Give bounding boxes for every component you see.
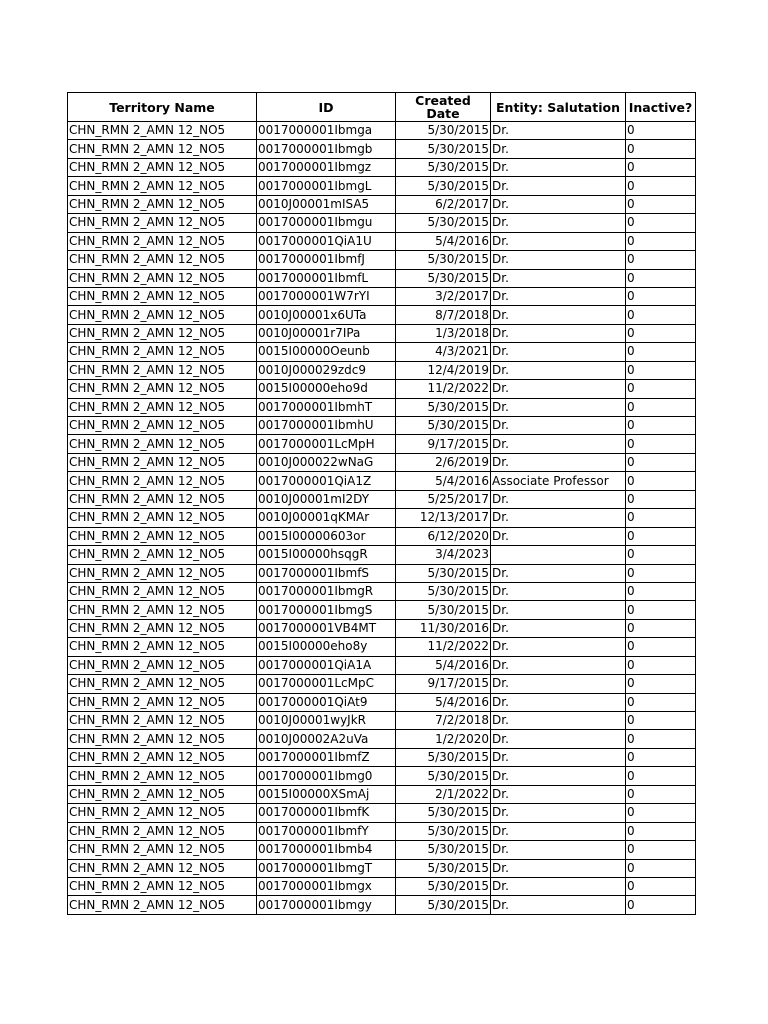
cell-created-date: 7/2/2018 [396, 712, 491, 730]
cell-entity-salutation: Dr. [491, 804, 626, 822]
cell-created-date: 1/2/2020 [396, 730, 491, 748]
cell-id: 0015I00000eho8y [257, 638, 396, 656]
cell-territory-name: CHN_RMN 2_AMN 12_NO5 [68, 804, 257, 822]
cell-territory-name: CHN_RMN 2_AMN 12_NO5 [68, 582, 257, 600]
cell-territory-name: CHN_RMN 2_AMN 12_NO5 [68, 675, 257, 693]
cell-id: 0017000001Ibmgx [257, 877, 396, 895]
cell-created-date: 5/30/2015 [396, 601, 491, 619]
cell-created-date: 11/2/2022 [396, 380, 491, 398]
cell-id: 0015I00000eho9d [257, 380, 396, 398]
column-header-inactive: Inactive? [626, 93, 696, 122]
cell-territory-name: CHN_RMN 2_AMN 12_NO5 [68, 158, 257, 176]
cell-inactive: 0 [626, 417, 696, 435]
cell-inactive: 0 [626, 269, 696, 287]
cell-territory-name: CHN_RMN 2_AMN 12_NO5 [68, 343, 257, 361]
cell-territory-name: CHN_RMN 2_AMN 12_NO5 [68, 601, 257, 619]
cell-id: 0010J00001qKMAr [257, 509, 396, 527]
cell-inactive: 0 [626, 675, 696, 693]
table-row [68, 453, 696, 471]
table-row [68, 214, 696, 232]
cell-inactive: 0 [626, 251, 696, 269]
table-row [68, 785, 696, 803]
cell-territory-name: CHN_RMN 2_AMN 12_NO5 [68, 877, 257, 895]
cell-entity-salutation: Dr. [491, 822, 626, 840]
cell-territory-name: CHN_RMN 2_AMN 12_NO5 [68, 785, 257, 803]
cell-inactive: 0 [626, 656, 696, 674]
cell-territory-name: CHN_RMN 2_AMN 12_NO5 [68, 564, 257, 582]
cell-inactive: 0 [626, 841, 696, 859]
table-row [68, 435, 696, 453]
table-row [68, 324, 696, 342]
header-row [68, 93, 696, 122]
cell-id: 0017000001IbmhU [257, 417, 396, 435]
cell-entity-salutation: Dr. [491, 582, 626, 600]
cell-territory-name: CHN_RMN 2_AMN 12_NO5 [68, 656, 257, 674]
cell-created-date: 5/30/2015 [396, 582, 491, 600]
cell-entity-salutation: Dr. [491, 251, 626, 269]
cell-territory-name: CHN_RMN 2_AMN 12_NO5 [68, 748, 257, 766]
cell-inactive: 0 [626, 896, 696, 914]
cell-entity-salutation: Dr. [491, 158, 626, 176]
cell-inactive: 0 [626, 546, 696, 564]
column-header-created-date: Created Date [396, 93, 491, 122]
table-row [68, 287, 696, 305]
table-row [68, 546, 696, 564]
table-row [68, 675, 696, 693]
cell-id: 0017000001QiA1A [257, 656, 396, 674]
cell-inactive: 0 [626, 232, 696, 250]
cell-inactive: 0 [626, 472, 696, 490]
cell-inactive: 0 [626, 324, 696, 342]
cell-created-date: 5/30/2015 [396, 767, 491, 785]
cell-entity-salutation: Dr. [491, 859, 626, 877]
cell-territory-name: CHN_RMN 2_AMN 12_NO5 [68, 324, 257, 342]
cell-entity-salutation: Dr. [491, 214, 626, 232]
table-row [68, 195, 696, 213]
cell-territory-name: CHN_RMN 2_AMN 12_NO5 [68, 306, 257, 324]
cell-entity-salutation: Dr. [491, 490, 626, 508]
cell-territory-name: CHN_RMN 2_AMN 12_NO5 [68, 822, 257, 840]
cell-entity-salutation: Dr. [491, 785, 626, 803]
table-row [68, 343, 696, 361]
cell-created-date: 12/13/2017 [396, 509, 491, 527]
cell-id: 0017000001LcMpH [257, 435, 396, 453]
cell-entity-salutation: Dr. [491, 601, 626, 619]
cell-entity-salutation: Dr. [491, 324, 626, 342]
cell-inactive: 0 [626, 306, 696, 324]
table-row [68, 177, 696, 195]
cell-territory-name: CHN_RMN 2_AMN 12_NO5 [68, 490, 257, 508]
cell-created-date: 1/3/2018 [396, 324, 491, 342]
cell-inactive: 0 [626, 877, 696, 895]
cell-id: 0017000001LcMpC [257, 675, 396, 693]
table-row [68, 417, 696, 435]
cell-entity-salutation: Dr. [491, 195, 626, 213]
table-row [68, 693, 696, 711]
cell-inactive: 0 [626, 693, 696, 711]
cell-territory-name: CHN_RMN 2_AMN 12_NO5 [68, 287, 257, 305]
cell-entity-salutation: Dr. [491, 693, 626, 711]
cell-entity-salutation: Dr. [491, 638, 626, 656]
cell-entity-salutation [491, 546, 626, 564]
column-header-id: ID [257, 93, 396, 122]
table-row [68, 251, 696, 269]
cell-entity-salutation: Dr. [491, 232, 626, 250]
cell-inactive: 0 [626, 730, 696, 748]
cell-territory-name: CHN_RMN 2_AMN 12_NO5 [68, 453, 257, 471]
cell-inactive: 0 [626, 453, 696, 471]
cell-territory-name: CHN_RMN 2_AMN 12_NO5 [68, 232, 257, 250]
cell-inactive: 0 [626, 822, 696, 840]
cell-inactive: 0 [626, 158, 696, 176]
table-row [68, 140, 696, 158]
cell-entity-salutation: Dr. [491, 140, 626, 158]
cell-entity-salutation: Dr. [491, 306, 626, 324]
cell-entity-salutation: Dr. [491, 896, 626, 914]
cell-entity-salutation: Dr. [491, 398, 626, 416]
cell-created-date: 5/30/2015 [396, 822, 491, 840]
cell-id: 0017000001IbmfZ [257, 748, 396, 766]
cell-territory-name: CHN_RMN 2_AMN 12_NO5 [68, 398, 257, 416]
cell-inactive: 0 [626, 859, 696, 877]
cell-created-date: 5/4/2016 [396, 656, 491, 674]
cell-entity-salutation: Dr. [491, 343, 626, 361]
cell-inactive: 0 [626, 509, 696, 527]
cell-territory-name: CHN_RMN 2_AMN 12_NO5 [68, 472, 257, 490]
cell-created-date: 3/2/2017 [396, 287, 491, 305]
cell-id: 0015I00000XSmAj [257, 785, 396, 803]
cell-inactive: 0 [626, 140, 696, 158]
cell-territory-name: CHN_RMN 2_AMN 12_NO5 [68, 269, 257, 287]
cell-entity-salutation: Dr. [491, 619, 626, 637]
cell-territory-name: CHN_RMN 2_AMN 12_NO5 [68, 896, 257, 914]
table-row [68, 638, 696, 656]
table-row [68, 619, 696, 637]
cell-territory-name: CHN_RMN 2_AMN 12_NO5 [68, 638, 257, 656]
cell-entity-salutation: Dr. [491, 269, 626, 287]
cell-created-date: 12/4/2019 [396, 361, 491, 379]
table-row [68, 398, 696, 416]
table-row [68, 877, 696, 895]
cell-territory-name: CHN_RMN 2_AMN 12_NO5 [68, 859, 257, 877]
cell-id: 0017000001Ibmgy [257, 896, 396, 914]
table-row [68, 601, 696, 619]
cell-id: 0010J00001mISA5 [257, 195, 396, 213]
cell-created-date: 5/30/2015 [396, 140, 491, 158]
cell-entity-salutation: Dr. [491, 564, 626, 582]
cell-entity-salutation: Dr. [491, 712, 626, 730]
cell-created-date: 5/30/2015 [396, 214, 491, 232]
table-row [68, 509, 696, 527]
table-row [68, 527, 696, 545]
table-row [68, 730, 696, 748]
cell-territory-name: CHN_RMN 2_AMN 12_NO5 [68, 712, 257, 730]
cell-id: 0017000001W7rYI [257, 287, 396, 305]
cell-created-date: 5/30/2015 [396, 269, 491, 287]
table-row [68, 380, 696, 398]
table-row [68, 804, 696, 822]
cell-id: 0017000001Ibmgu [257, 214, 396, 232]
cell-created-date: 11/30/2016 [396, 619, 491, 637]
cell-entity-salutation: Dr. [491, 177, 626, 195]
cell-territory-name: CHN_RMN 2_AMN 12_NO5 [68, 435, 257, 453]
cell-inactive: 0 [626, 398, 696, 416]
cell-entity-salutation: Dr. [491, 730, 626, 748]
cell-created-date: 9/17/2015 [396, 435, 491, 453]
cell-territory-name: CHN_RMN 2_AMN 12_NO5 [68, 730, 257, 748]
table-row [68, 822, 696, 840]
cell-inactive: 0 [626, 601, 696, 619]
cell-created-date: 5/30/2015 [396, 122, 491, 140]
cell-inactive: 0 [626, 435, 696, 453]
cell-inactive: 0 [626, 343, 696, 361]
table-row [68, 859, 696, 877]
cell-id: 0010J00002A2uVa [257, 730, 396, 748]
cell-id: 0017000001IbmgS [257, 601, 396, 619]
cell-id: 0017000001VB4MT [257, 619, 396, 637]
cell-created-date: 5/30/2015 [396, 398, 491, 416]
cell-territory-name: CHN_RMN 2_AMN 12_NO5 [68, 140, 257, 158]
cell-created-date: 5/4/2016 [396, 232, 491, 250]
column-header-entity-salutation: Entity: Salutation [491, 93, 626, 122]
cell-entity-salutation: Dr. [491, 509, 626, 527]
table-row [68, 896, 696, 914]
cell-inactive: 0 [626, 380, 696, 398]
cell-created-date: 2/6/2019 [396, 453, 491, 471]
cell-id: 0017000001QiA1U [257, 232, 396, 250]
cell-inactive: 0 [626, 619, 696, 637]
cell-entity-salutation: Dr. [491, 656, 626, 674]
cell-territory-name: CHN_RMN 2_AMN 12_NO5 [68, 195, 257, 213]
table-row [68, 269, 696, 287]
cell-created-date: 5/30/2015 [396, 841, 491, 859]
table-row [68, 712, 696, 730]
cell-entity-salutation: Dr. [491, 877, 626, 895]
table-row [68, 361, 696, 379]
cell-territory-name: CHN_RMN 2_AMN 12_NO5 [68, 177, 257, 195]
table-row [68, 767, 696, 785]
cell-territory-name: CHN_RMN 2_AMN 12_NO5 [68, 546, 257, 564]
cell-inactive: 0 [626, 804, 696, 822]
cell-created-date: 5/4/2016 [396, 693, 491, 711]
table-row [68, 232, 696, 250]
cell-entity-salutation: Dr. [491, 417, 626, 435]
table-row [68, 490, 696, 508]
cell-territory-name: CHN_RMN 2_AMN 12_NO5 [68, 619, 257, 637]
cell-inactive: 0 [626, 361, 696, 379]
table-row [68, 582, 696, 600]
cell-territory-name: CHN_RMN 2_AMN 12_NO5 [68, 214, 257, 232]
cell-created-date: 2/1/2022 [396, 785, 491, 803]
table-row [68, 841, 696, 859]
cell-id: 0017000001IbmgT [257, 859, 396, 877]
cell-inactive: 0 [626, 287, 696, 305]
table-row [68, 122, 696, 140]
cell-created-date: 8/7/2018 [396, 306, 491, 324]
cell-created-date: 5/4/2016 [396, 472, 491, 490]
cell-inactive: 0 [626, 195, 696, 213]
cell-created-date: 11/2/2022 [396, 638, 491, 656]
cell-id: 0017000001IbmfY [257, 822, 396, 840]
cell-id: 0017000001QiAt9 [257, 693, 396, 711]
cell-created-date: 5/30/2015 [396, 877, 491, 895]
table-row [68, 564, 696, 582]
cell-created-date: 4/3/2021 [396, 343, 491, 361]
cell-entity-salutation: Associate Professor [491, 472, 626, 490]
cell-id: 0017000001IbmfK [257, 804, 396, 822]
cell-id: 0010J000029zdc9 [257, 361, 396, 379]
column-header-territory-name: Territory Name [68, 93, 257, 122]
table-row [68, 158, 696, 176]
cell-created-date: 5/30/2015 [396, 177, 491, 195]
cell-entity-salutation: Dr. [491, 767, 626, 785]
cell-created-date: 5/30/2015 [396, 804, 491, 822]
cell-created-date: 5/30/2015 [396, 417, 491, 435]
cell-id: 0015I00000hsqgR [257, 546, 396, 564]
cell-territory-name: CHN_RMN 2_AMN 12_NO5 [68, 509, 257, 527]
cell-inactive: 0 [626, 177, 696, 195]
cell-created-date: 5/30/2015 [396, 564, 491, 582]
cell-inactive: 0 [626, 527, 696, 545]
cell-inactive: 0 [626, 564, 696, 582]
cell-territory-name: CHN_RMN 2_AMN 12_NO5 [68, 122, 257, 140]
cell-id: 0017000001Ibmb4 [257, 841, 396, 859]
cell-inactive: 0 [626, 748, 696, 766]
cell-created-date: 5/30/2015 [396, 859, 491, 877]
cell-created-date: 5/30/2015 [396, 748, 491, 766]
cell-id: 0017000001Ibmga [257, 122, 396, 140]
cell-entity-salutation: Dr. [491, 841, 626, 859]
cell-inactive: 0 [626, 122, 696, 140]
cell-created-date: 5/30/2015 [396, 158, 491, 176]
cell-territory-name: CHN_RMN 2_AMN 12_NO5 [68, 527, 257, 545]
table-row [68, 472, 696, 490]
cell-id: 0015I00000Oeunb [257, 343, 396, 361]
cell-entity-salutation: Dr. [491, 122, 626, 140]
cell-entity-salutation: Dr. [491, 361, 626, 379]
cell-id: 0010J00001wyJkR [257, 712, 396, 730]
cell-inactive: 0 [626, 785, 696, 803]
cell-entity-salutation: Dr. [491, 675, 626, 693]
cell-entity-salutation: Dr. [491, 287, 626, 305]
cell-id: 0017000001IbmhT [257, 398, 396, 416]
cell-id: 0010J000022wNaG [257, 453, 396, 471]
cell-created-date: 6/12/2020 [396, 527, 491, 545]
cell-id: 0017000001IbmfS [257, 564, 396, 582]
table-row [68, 748, 696, 766]
cell-entity-salutation: Dr. [491, 453, 626, 471]
cell-id: 0017000001IbmgL [257, 177, 396, 195]
cell-created-date: 5/30/2015 [396, 896, 491, 914]
cell-entity-salutation: Dr. [491, 380, 626, 398]
cell-id: 0017000001QiA1Z [257, 472, 396, 490]
cell-entity-salutation: Dr. [491, 748, 626, 766]
table-row [68, 656, 696, 674]
data-table [67, 92, 696, 915]
cell-entity-salutation: Dr. [491, 527, 626, 545]
cell-id: 0017000001Ibmg0 [257, 767, 396, 785]
cell-created-date: 9/17/2015 [396, 675, 491, 693]
cell-created-date: 6/2/2017 [396, 195, 491, 213]
cell-id: 0017000001Ibmgz [257, 158, 396, 176]
cell-id: 0010J00001x6UTa [257, 306, 396, 324]
cell-inactive: 0 [626, 638, 696, 656]
cell-territory-name: CHN_RMN 2_AMN 12_NO5 [68, 251, 257, 269]
cell-id: 0010J00001mI2DY [257, 490, 396, 508]
cell-id: 0017000001IbmfL [257, 269, 396, 287]
cell-id: 0017000001Ibmgb [257, 140, 396, 158]
cell-territory-name: CHN_RMN 2_AMN 12_NO5 [68, 841, 257, 859]
cell-territory-name: CHN_RMN 2_AMN 12_NO5 [68, 380, 257, 398]
cell-entity-salutation: Dr. [491, 435, 626, 453]
cell-inactive: 0 [626, 214, 696, 232]
cell-id: 0015I00000603or [257, 527, 396, 545]
cell-territory-name: CHN_RMN 2_AMN 12_NO5 [68, 417, 257, 435]
cell-created-date: 5/30/2015 [396, 251, 491, 269]
table-row [68, 306, 696, 324]
cell-id: 0017000001IbmfJ [257, 251, 396, 269]
cell-inactive: 0 [626, 490, 696, 508]
cell-inactive: 0 [626, 767, 696, 785]
cell-territory-name: CHN_RMN 2_AMN 12_NO5 [68, 361, 257, 379]
cell-inactive: 0 [626, 712, 696, 730]
cell-created-date: 5/25/2017 [396, 490, 491, 508]
cell-territory-name: CHN_RMN 2_AMN 12_NO5 [68, 693, 257, 711]
cell-created-date: 3/4/2023 [396, 546, 491, 564]
cell-territory-name: CHN_RMN 2_AMN 12_NO5 [68, 767, 257, 785]
cell-inactive: 0 [626, 582, 696, 600]
cell-id: 0017000001IbmgR [257, 582, 396, 600]
cell-id: 0010J00001r7IPa [257, 324, 396, 342]
